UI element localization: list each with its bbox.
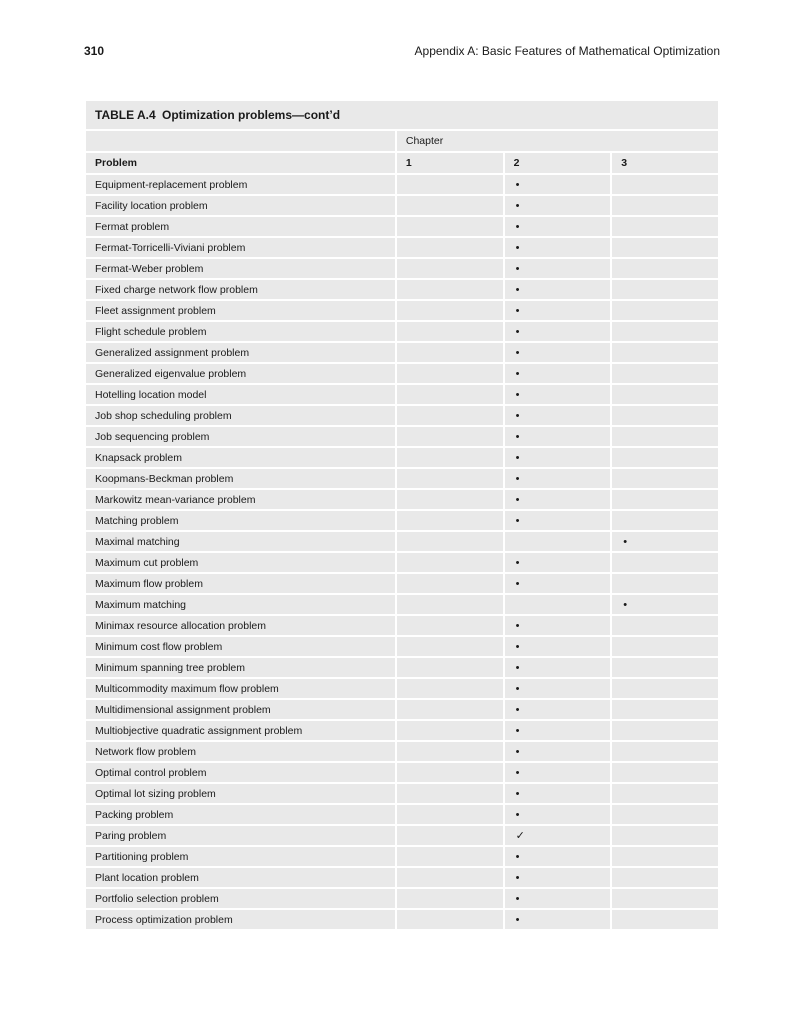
chapter-2-mark-cell: • xyxy=(504,342,612,363)
chapter-1-mark-cell xyxy=(396,321,504,342)
chapter-1-mark-cell xyxy=(396,825,504,846)
chapter-3-mark-cell xyxy=(611,888,719,909)
table-row xyxy=(85,867,719,888)
problem-name-cell: Koopmans-Beckman problem xyxy=(85,468,396,489)
chapter-3-mark-cell xyxy=(611,678,719,699)
problem-name-cell: Partitioning problem xyxy=(85,846,396,867)
problem-name-cell: Multiobjective quadratic assignment problem xyxy=(85,720,396,741)
problem-name-cell: Network flow problem xyxy=(85,741,396,762)
problem-name-cell: Optimal control problem xyxy=(85,762,396,783)
chapter-header-row xyxy=(85,130,719,152)
chapter-3-mark-cell xyxy=(611,321,719,342)
chapter-3-mark-cell xyxy=(611,636,719,657)
chapter-3-mark-cell xyxy=(611,573,719,594)
table-row xyxy=(85,426,719,447)
problem-name-cell: Job sequencing problem xyxy=(85,426,396,447)
chapter-2-mark-cell: • xyxy=(504,762,612,783)
table-row xyxy=(85,216,719,237)
chapter-3-mark-cell xyxy=(611,489,719,510)
chapter-3-mark-cell xyxy=(611,720,719,741)
chapter-1-mark-cell xyxy=(396,363,504,384)
chapter-3-mark-cell xyxy=(611,615,719,636)
table-row xyxy=(85,342,719,363)
chapter-spacer-cell xyxy=(85,130,396,152)
table-row xyxy=(85,237,719,258)
problem-name-cell: Multicommodity maximum flow problem xyxy=(85,678,396,699)
table-row xyxy=(85,300,719,321)
chapter-3-mark-cell xyxy=(611,405,719,426)
table-row xyxy=(85,363,719,384)
problem-name-cell: Maximum matching xyxy=(85,594,396,615)
problem-name-cell: Packing problem xyxy=(85,804,396,825)
table-row xyxy=(85,909,719,930)
problem-name-cell: Flight schedule problem xyxy=(85,321,396,342)
chapter-2-mark-cell: • xyxy=(504,657,612,678)
table-row xyxy=(85,405,719,426)
table-row xyxy=(85,699,719,720)
chapter-2-mark-cell: • xyxy=(504,678,612,699)
table-row xyxy=(85,258,719,279)
table-row xyxy=(85,636,719,657)
problem-name-cell: Facility location problem xyxy=(85,195,396,216)
chapter-1-mark-cell xyxy=(396,510,504,531)
chapter-2-mark-cell: • xyxy=(504,258,612,279)
chapter-3-mark-cell xyxy=(611,342,719,363)
chapter-3-mark-cell xyxy=(611,825,719,846)
chapter-3-mark-cell xyxy=(611,468,719,489)
table-row xyxy=(85,804,719,825)
problem-name-cell: Generalized assignment problem xyxy=(85,342,396,363)
chapter-1-mark-cell xyxy=(396,846,504,867)
chapter-1-mark-cell xyxy=(396,552,504,573)
chapter-2-mark-cell: • xyxy=(504,405,612,426)
table-row xyxy=(85,447,719,468)
chapter-2-mark-cell: • xyxy=(504,363,612,384)
chapter-2-mark-cell: • xyxy=(504,279,612,300)
chapter-1-mark-cell xyxy=(396,720,504,741)
problem-name-cell: Minimum spanning tree problem xyxy=(85,657,396,678)
chapter-2-mark-cell: • xyxy=(504,888,612,909)
chapter-1-mark-cell xyxy=(396,804,504,825)
chapter-1-mark-cell xyxy=(396,447,504,468)
chapter-2-mark-cell: • xyxy=(504,783,612,804)
chapter-1-mark-cell xyxy=(396,909,504,930)
chapter-3-mark-cell xyxy=(611,300,719,321)
chapter-1-mark-cell xyxy=(396,657,504,678)
chapter-2-mark-cell: • xyxy=(504,909,612,930)
chapter-1-mark-cell xyxy=(396,216,504,237)
chapter-2-mark-cell: • xyxy=(504,510,612,531)
chapter-3-mark-cell xyxy=(611,447,719,468)
chapter-2-mark-cell: • xyxy=(504,573,612,594)
chapter-3-mark-cell xyxy=(611,216,719,237)
chapter-1-mark-cell xyxy=(396,489,504,510)
chapter-1-mark-cell xyxy=(396,636,504,657)
problem-name-cell: Fermat-Weber problem xyxy=(85,258,396,279)
chapter-1-mark-cell xyxy=(396,594,504,615)
problem-name-cell: Fleet assignment problem xyxy=(85,300,396,321)
chapter-2-mark-cell: • xyxy=(504,468,612,489)
chapter-3-mark-cell xyxy=(611,741,719,762)
chapter-1-mark-cell xyxy=(396,531,504,552)
table-row xyxy=(85,573,719,594)
chapter-3-mark-cell xyxy=(611,804,719,825)
table-row xyxy=(85,846,719,867)
chapter-2-mark-cell xyxy=(504,594,612,615)
chapter-1-mark-cell xyxy=(396,678,504,699)
table-row xyxy=(85,510,719,531)
chapter-1-mark-cell xyxy=(396,174,504,195)
chapter-3-mark-cell xyxy=(611,279,719,300)
chapter-1-mark-cell xyxy=(396,762,504,783)
running-head: Appendix A: Basic Features of Mathematical Optimization xyxy=(414,44,720,58)
chapter-2-mark-cell: • xyxy=(504,384,612,405)
table-row xyxy=(85,468,719,489)
problem-name-cell: Fermat-Torricelli-Viviani problem xyxy=(85,237,396,258)
chapter-3-mark-cell xyxy=(611,363,719,384)
problem-name-cell: Minimax resource allocation problem xyxy=(85,615,396,636)
problem-name-cell: Maximum cut problem xyxy=(85,552,396,573)
table-row xyxy=(85,825,719,846)
problem-column-header: Problem xyxy=(85,152,396,174)
chapter-3-mark-cell xyxy=(611,909,719,930)
chapter-3-mark-cell xyxy=(611,552,719,573)
chapter-3-header: 3 xyxy=(611,152,719,174)
chapter-3-mark-cell xyxy=(611,699,719,720)
chapter-3-mark-cell: • xyxy=(611,594,719,615)
chapter-1-mark-cell xyxy=(396,405,504,426)
chapter-3-mark-cell xyxy=(611,657,719,678)
problem-name-cell: Generalized eigenvalue problem xyxy=(85,363,396,384)
chapter-2-mark-cell: • xyxy=(504,636,612,657)
table-row xyxy=(85,888,719,909)
chapter-3-mark-cell xyxy=(611,510,719,531)
table-row xyxy=(85,531,719,552)
chapter-1-mark-cell xyxy=(396,300,504,321)
chapter-2-mark-cell: • xyxy=(504,867,612,888)
problem-name-cell: Multidimensional assignment problem xyxy=(85,699,396,720)
problem-name-cell: Minimum cost flow problem xyxy=(85,636,396,657)
chapter-3-mark-cell: • xyxy=(611,531,719,552)
table-title: Optimization problems—cont’d xyxy=(162,108,341,122)
chapter-2-mark-cell: • xyxy=(504,846,612,867)
problem-name-cell: Maximum flow problem xyxy=(85,573,396,594)
chapter-1-mark-cell xyxy=(396,699,504,720)
table-row xyxy=(85,384,719,405)
chapter-2-mark-cell: • xyxy=(504,237,612,258)
chapter-2-mark-cell: • xyxy=(504,447,612,468)
chapter-2-mark-cell: • xyxy=(504,615,612,636)
table-row xyxy=(85,279,719,300)
chapter-1-mark-cell xyxy=(396,783,504,804)
chapter-3-mark-cell xyxy=(611,783,719,804)
chapter-3-mark-cell xyxy=(611,867,719,888)
problem-name-cell: Hotelling location model xyxy=(85,384,396,405)
problem-name-cell: Matching problem xyxy=(85,510,396,531)
chapter-2-mark-cell: • xyxy=(504,489,612,510)
chapter-3-mark-cell xyxy=(611,174,719,195)
chapter-2-header: 2 xyxy=(504,152,612,174)
chapter-3-mark-cell xyxy=(611,762,719,783)
chapter-2-mark-cell: • xyxy=(504,720,612,741)
chapter-1-mark-cell xyxy=(396,867,504,888)
chapter-2-mark-cell: • xyxy=(504,300,612,321)
problem-name-cell: Equipment-replacement problem xyxy=(85,174,396,195)
column-header-row xyxy=(85,152,719,174)
table-row xyxy=(85,720,719,741)
table-row xyxy=(85,762,719,783)
table-caption-row xyxy=(85,100,719,130)
table-row xyxy=(85,195,719,216)
chapter-2-mark-cell: • xyxy=(504,741,612,762)
chapter-1-mark-cell xyxy=(396,279,504,300)
chapter-2-mark-cell: • xyxy=(504,216,612,237)
chapter-1-header: 1 xyxy=(396,152,504,174)
chapter-1-mark-cell xyxy=(396,384,504,405)
optimization-problems-table xyxy=(84,99,720,931)
chapter-1-mark-cell xyxy=(396,237,504,258)
table-row xyxy=(85,552,719,573)
table-row xyxy=(85,489,719,510)
table-row xyxy=(85,321,719,342)
table-row xyxy=(85,174,719,195)
chapter-2-mark-cell: • xyxy=(504,195,612,216)
chapter-3-mark-cell xyxy=(611,258,719,279)
chapter-1-mark-cell xyxy=(396,615,504,636)
table-row xyxy=(85,615,719,636)
chapter-2-mark-cell: • xyxy=(504,699,612,720)
problem-name-cell: Knapsack problem xyxy=(85,447,396,468)
chapter-1-mark-cell xyxy=(396,195,504,216)
chapter-3-mark-cell xyxy=(611,237,719,258)
chapter-1-mark-cell xyxy=(396,426,504,447)
table-row xyxy=(85,783,719,804)
chapter-2-mark-cell: ✓ xyxy=(504,825,612,846)
chapter-1-mark-cell xyxy=(396,741,504,762)
table-row xyxy=(85,657,719,678)
table-label: TABLE A.4 xyxy=(95,108,156,122)
chapter-2-mark-cell: • xyxy=(504,804,612,825)
problem-name-cell: Maximal matching xyxy=(85,531,396,552)
table-row xyxy=(85,678,719,699)
problem-name-cell: Fixed charge network flow problem xyxy=(85,279,396,300)
table-caption xyxy=(85,100,719,130)
chapter-2-mark-cell: • xyxy=(504,321,612,342)
chapter-2-mark-cell: • xyxy=(504,552,612,573)
problem-name-cell: Fermat problem xyxy=(85,216,396,237)
problem-name-cell: Portfolio selection problem xyxy=(85,888,396,909)
chapter-1-mark-cell xyxy=(396,468,504,489)
chapter-2-mark-cell: • xyxy=(504,174,612,195)
chapter-1-mark-cell xyxy=(396,573,504,594)
chapter-1-mark-cell xyxy=(396,342,504,363)
problem-name-cell: Paring problem xyxy=(85,825,396,846)
chapter-2-mark-cell: • xyxy=(504,426,612,447)
chapter-3-mark-cell xyxy=(611,426,719,447)
chapter-1-mark-cell xyxy=(396,888,504,909)
chapter-3-mark-cell xyxy=(611,195,719,216)
table-row xyxy=(85,594,719,615)
problem-name-cell: Optimal lot sizing problem xyxy=(85,783,396,804)
problem-name-cell: Job shop scheduling problem xyxy=(85,405,396,426)
chapter-3-mark-cell xyxy=(611,384,719,405)
table-row xyxy=(85,741,719,762)
chapter-1-mark-cell xyxy=(396,258,504,279)
problem-name-cell: Process optimization problem xyxy=(85,909,396,930)
chapter-3-mark-cell xyxy=(611,846,719,867)
page-number: 310 xyxy=(84,44,105,58)
chapter-2-mark-cell xyxy=(504,531,612,552)
problem-name-cell: Plant location problem xyxy=(85,867,396,888)
chapter-label: Chapter xyxy=(396,130,719,152)
problem-name-cell: Markowitz mean-variance problem xyxy=(85,489,396,510)
